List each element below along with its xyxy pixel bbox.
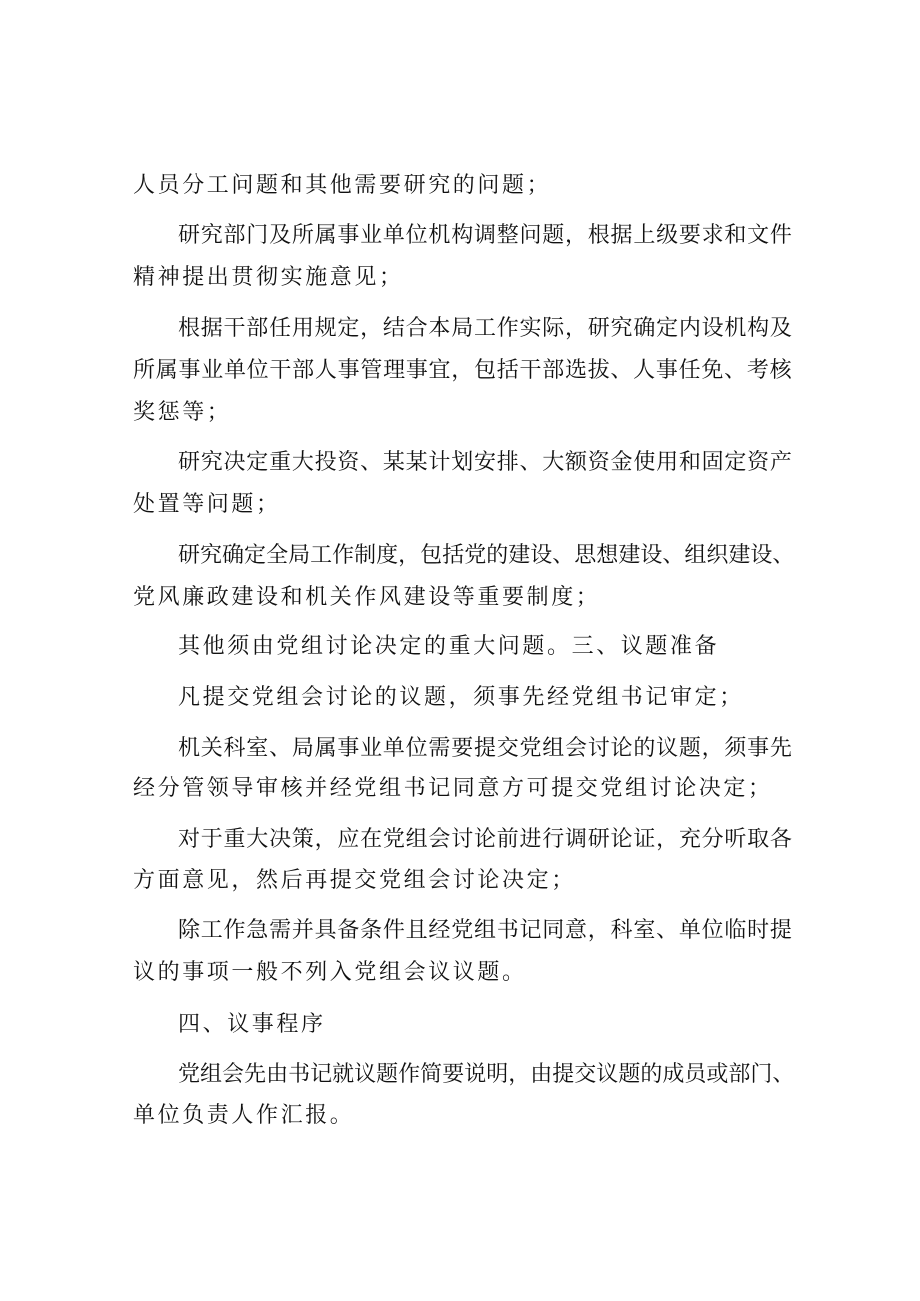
text-line-1: 人员分工问题和其他需要研究的问题； [133, 173, 552, 198]
text-line-21: 单位负责人作汇报。 [133, 1103, 355, 1128]
text-line-20: 党 组 会 先 由 书 记 就 议 题 作 简 要 说 明 ， 由 提 交 议 题 的 成 员 或 部 门 、 [178, 1062, 795, 1087]
text-line-17: 除 工 作 急 需 并 具 备 条 件 且 经 党 组 书 记 同 意 ， 科 室 、 单 位 临 时 提 [178, 918, 792, 943]
text-line-8: 处置等问题； [133, 492, 281, 517]
text-line-16: 方面意见，然后再提交党组会讨论决定； [133, 868, 576, 893]
text-line-10: 党风廉政建设和机关作风建设等重要制度； [133, 585, 601, 610]
text-line-9: 研 究 确 定 全 局 工 作 制 度 ， 包 括 党 的 建 设 、 思 想 建 设 、 组 织 建 设 、 [178, 543, 795, 568]
text-line-11: 其他须由党组讨论决定的重大问题。三、议题准备 [178, 634, 720, 659]
text-line-4: 根 据 干 部 任 用 规 定 ， 结 合 本 局 工 作 实 际 ， 研 究 确 定 内 设 机 构 及 [178, 316, 792, 341]
text-line-12: 凡提交党组会讨论的议题，须事先经党组书记审定； [178, 685, 744, 710]
text-line-18: 议的事项一般不列入党组会议议题。 [133, 960, 527, 985]
section-heading: 四、议事程序 [178, 1012, 326, 1037]
text-line-7: 研 究 决 定 重 大 投 资 、 某 某 计 划 安 排 、 大 额 资 金 使 用 和 固 定 资 产 [178, 450, 792, 475]
text-line-6: 奖惩等； [133, 400, 232, 425]
text-line-5: 所 属 事 业 单 位 干 部 人 事 管 理 事 宜 ， 包 括 干 部 选 拔 、 人 事 任 免 、 考 核 [133, 358, 792, 383]
text-line-13: 机 关 科 室 、 局 属 事 业 单 位 需 要 提 交 党 组 会 讨 论 的 议 题 ， 须 事 先 [178, 736, 792, 761]
text-line-3: 精神提出贯彻实施意见； [133, 265, 404, 290]
text-line-14: 经分管领导审核并经党组书记同意方可提交党组讨论决定； [133, 776, 773, 801]
text-line-2: 研 究 部 门 及 所 属 事 业 单 位 机 构 调 整 问 题 ， 根 据 上 级 要 求 和 文 件 [178, 223, 792, 248]
text-line-15: 对 于 重 大 决 策 ， 应 在 党 组 会 讨 论 前 进 行 调 研 论 证 ， 充 分 听 取 各 [178, 827, 792, 852]
